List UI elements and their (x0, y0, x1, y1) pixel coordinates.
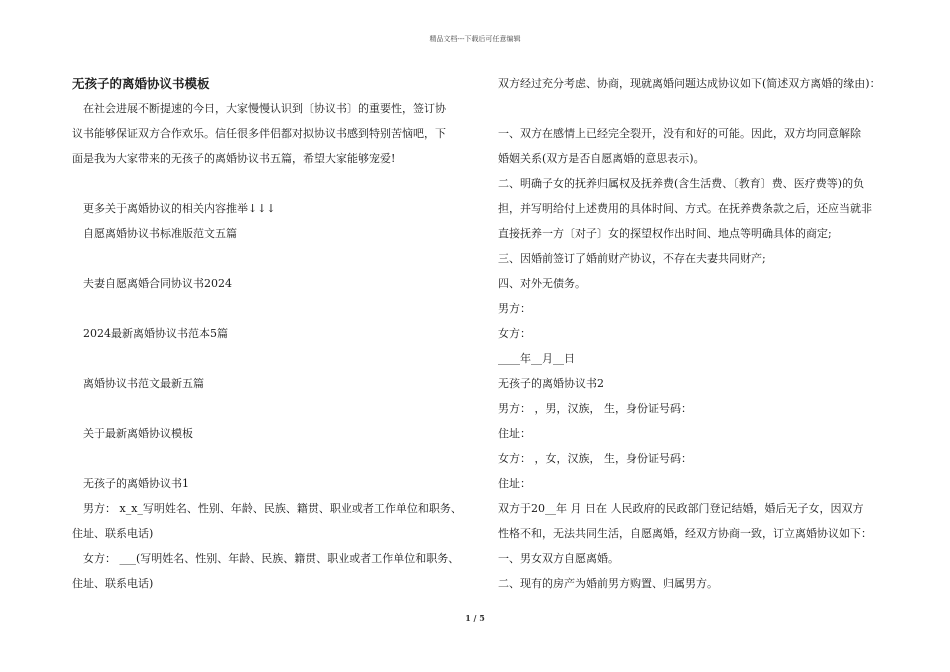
clause-4: 四、对外无债务。 (498, 277, 586, 290)
related-link-4[interactable]: 离婚协议书范文最新五篇 (83, 377, 204, 390)
intro-line-1: 在社会进展不断提速的今日，大家慢慢认识到〔协议书〕的重要性，签订协 (83, 102, 446, 115)
woman-signature: 女方： (498, 327, 531, 340)
page-number: 1 / 5 (465, 613, 485, 623)
clause-3: 三、因婚前签订了婚前财产协议，不存在夫妻共同财产; (498, 252, 766, 265)
term-1: 一、男女双方自愿离婚。 (498, 552, 619, 565)
clause-1-line-1: 一、双方在感情上已经完全裂开，没有和好的可能。因此，双方均同意解除 (498, 127, 861, 140)
man-address: 住址： (498, 427, 531, 440)
related-link-3[interactable]: 2024最新离婚协议书范本5篇 (83, 327, 228, 340)
more-recommend: 更多关于离婚协议的相关内容推举↓↓↓ (83, 202, 276, 215)
agreement-intro: 双方经过充分考虑、协商，现就离婚问题达成协议如下(简述双方离婚的缘由)： (498, 77, 881, 90)
clause-2-line-3: 直接抚养一方〔对子〕女的探望权作出时间、地点等明确具体的商定; (498, 227, 832, 240)
man-info-line-1: 男方： x_x_写明姓名、性别、年龄、民族、籍贯、职业或者工作单位和职务、 (83, 502, 462, 515)
document-title: 无孩子的离婚协议书模板 (72, 76, 210, 91)
term-2: 二、现有的房产为婚前男方购置、归属男方。 (498, 577, 718, 590)
date-line: ____年__月__日 (498, 352, 575, 365)
marriage-line-2: 性格不和，无法共同生活，自愿离婚，经双方协商一致，订立离婚协议如下： (498, 527, 872, 540)
section-heading-2: 无孩子的离婚协议书2 (498, 377, 604, 390)
woman-info-line-1: 女方： ___(写明姓名、性别、年龄、民族、籍贯、职业或者工作单位和职务、 (83, 552, 460, 565)
man-signature: 男方： (498, 302, 531, 315)
woman-info-line-2: 住址、联系电话) (72, 577, 154, 590)
page-header: 精品文档---下载后可任意编辑 (429, 35, 521, 43)
woman-address: 住址： (498, 477, 531, 490)
related-link-2[interactable]: 夫妻自愿离婚合同协议书2024 (83, 277, 232, 290)
marriage-line-1: 双方于20__年 月 日在 人民政府的民政部门登记结婚，婚后无子女，因双方 (498, 502, 864, 515)
woman-info: 女方： ，女，汉族， 生，身份证号码： (498, 452, 692, 465)
clause-1-line-2: 婚姻关系(双方是否自愿离婚的意思表示)。 (498, 152, 705, 165)
clause-2-line-1: 二、明确子女的抚养归属权及抚养费(含生活费、〔教育〕费、医疗费等)的负 (498, 177, 865, 190)
section-heading-1: 无孩子的离婚协议书1 (83, 477, 189, 490)
intro-line-2: 议书能够保证双方合作欢乐。信任很多伴侣都对拟协议书感到特别苦恼吧，下 (72, 127, 446, 140)
intro-line-3: 面是我为大家带来的无孩子的离婚协议书五篇，希望大家能够宠爱! (72, 152, 396, 165)
man-info: 男方： ，男，汉族， 生，身份证号码： (498, 402, 692, 415)
man-info-line-2: 住址、联系电话) (72, 527, 154, 540)
clause-2-line-2: 担，并写明给付上述费用的具体时间、方式。在抚养费条款之后，还应当就非 (498, 202, 872, 215)
related-link-1[interactable]: 自愿离婚协议书标准版范文五篇 (83, 227, 237, 240)
related-link-5[interactable]: 关于最新离婚协议模板 (83, 427, 193, 440)
